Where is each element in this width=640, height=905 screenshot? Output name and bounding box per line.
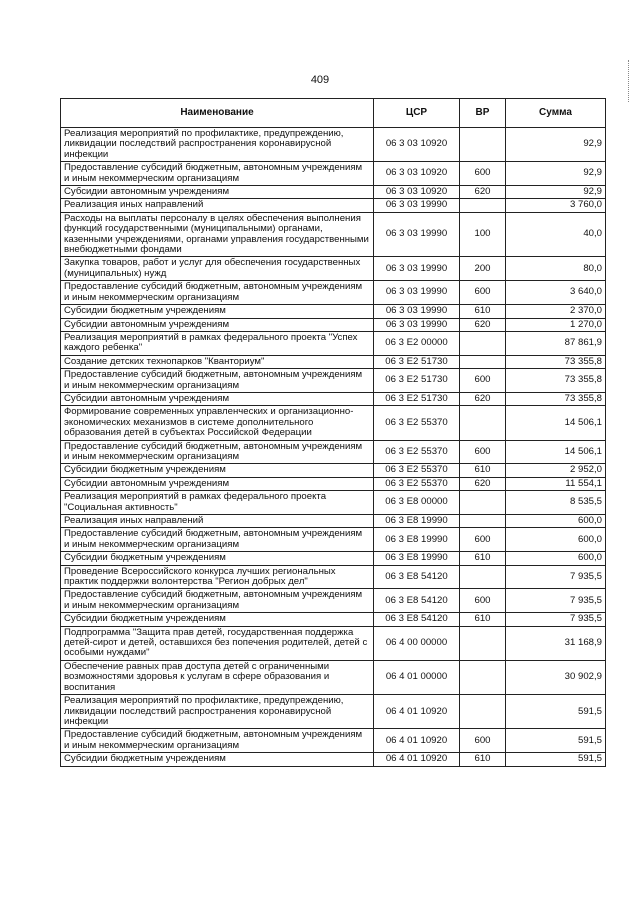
- row-sum: 92,9: [506, 186, 606, 199]
- row-name: Закупка товаров, работ и услуг для обеспечения государственных (муниципальных) нужд: [61, 257, 374, 281]
- row-csr: 06 3 03 19990: [374, 281, 460, 305]
- table-row: [61, 477, 606, 490]
- table-row: [61, 491, 606, 515]
- row-csr: 06 4 01 10920: [374, 753, 460, 766]
- row-csr: 06 3 E2 55370: [374, 477, 460, 490]
- table-row: [61, 355, 606, 368]
- row-sum: 591,5: [506, 753, 606, 766]
- row-vr: 610: [460, 753, 506, 766]
- row-vr: [460, 355, 506, 368]
- row-vr: 600: [460, 162, 506, 186]
- table-row: [61, 318, 606, 331]
- row-csr: 06 4 01 10920: [374, 729, 460, 753]
- table-row: [61, 186, 606, 199]
- row-sum: 2 952,0: [506, 464, 606, 477]
- row-csr: 06 3 E8 19990: [374, 515, 460, 528]
- row-sum: 73 355,8: [506, 392, 606, 405]
- row-sum: 14 506,1: [506, 440, 606, 464]
- row-sum: 3 760,0: [506, 199, 606, 212]
- row-name: Создание детских технопарков "Кванториум": [61, 355, 374, 368]
- table-row: [61, 626, 606, 660]
- row-csr: 06 3 03 19990: [374, 199, 460, 212]
- row-name: Проведение Всероссийского конкурса лучших региональных практик поддержки волонтерства "Регион добрых дел": [61, 565, 374, 589]
- margin-mark: [628, 60, 630, 102]
- row-vr: 620: [460, 318, 506, 331]
- row-csr: 06 3 03 10920: [374, 162, 460, 186]
- table-row: [61, 729, 606, 753]
- row-vr: 600: [460, 440, 506, 464]
- row-vr: 610: [460, 464, 506, 477]
- row-vr: 100: [460, 212, 506, 257]
- row-vr: [460, 199, 506, 212]
- row-csr: 06 3 E2 00000: [374, 331, 460, 355]
- row-sum: 11 554,1: [506, 477, 606, 490]
- table-row: [61, 695, 606, 729]
- row-vr: [460, 565, 506, 589]
- row-name: Обеспечение равных прав доступа детей с ограниченными возможностями здоровья к услугам в сфере образования и воспитания: [61, 660, 374, 694]
- row-vr: 600: [460, 729, 506, 753]
- row-sum: 80,0: [506, 257, 606, 281]
- table-row: [61, 528, 606, 552]
- header-csr: ЦСР: [374, 99, 460, 128]
- header-vr: ВР: [460, 99, 506, 128]
- row-vr: 620: [460, 186, 506, 199]
- row-name: Субсидии бюджетным учреждениям: [61, 464, 374, 477]
- row-name: Предоставление субсидий бюджетным, автономным учреждениям и иным некоммерческим организациям: [61, 729, 374, 753]
- row-sum: 92,9: [506, 162, 606, 186]
- row-sum: 7 935,5: [506, 613, 606, 626]
- row-name: Реализация мероприятий по профилактике, предупреждению, ликвидации последствий распространения коронавирусной инфекции: [61, 128, 374, 162]
- row-vr: 610: [460, 552, 506, 565]
- row-sum: 1 270,0: [506, 318, 606, 331]
- table-row: [61, 128, 606, 162]
- row-name: Субсидии автономным учреждениям: [61, 477, 374, 490]
- row-csr: 06 3 E2 51730: [374, 392, 460, 405]
- table-row: [61, 406, 606, 440]
- row-vr: 600: [460, 528, 506, 552]
- budget-table: [60, 98, 606, 767]
- row-name: Предоставление субсидий бюджетным, автономным учреждениям и иным некоммерческим организациям: [61, 589, 374, 613]
- row-csr: 06 3 03 19990: [374, 318, 460, 331]
- row-sum: 7 935,5: [506, 589, 606, 613]
- row-sum: 40,0: [506, 212, 606, 257]
- row-vr: [460, 491, 506, 515]
- header-sum: Сумма: [506, 99, 606, 128]
- row-sum: 2 370,0: [506, 305, 606, 318]
- table-row: [61, 162, 606, 186]
- row-sum: 92,9: [506, 128, 606, 162]
- row-csr: 06 4 01 00000: [374, 660, 460, 694]
- table-row: [61, 464, 606, 477]
- row-vr: [460, 331, 506, 355]
- row-csr: 06 3 E8 00000: [374, 491, 460, 515]
- table-row: [61, 552, 606, 565]
- row-vr: [460, 626, 506, 660]
- row-sum: 591,5: [506, 695, 606, 729]
- row-csr: 06 3 03 19990: [374, 305, 460, 318]
- row-sum: 3 640,0: [506, 281, 606, 305]
- row-sum: 591,5: [506, 729, 606, 753]
- table-row: [61, 257, 606, 281]
- table-row: [61, 565, 606, 589]
- row-csr: 06 3 03 19990: [374, 212, 460, 257]
- row-name: Реализация мероприятий в рамках федерального проекта "Социальная активность": [61, 491, 374, 515]
- row-csr: 06 3 E2 51730: [374, 355, 460, 368]
- row-vr: [460, 695, 506, 729]
- row-csr: 06 3 E2 51730: [374, 369, 460, 393]
- row-sum: 600,0: [506, 552, 606, 565]
- table-row: [61, 199, 606, 212]
- row-name: Субсидии бюджетным учреждениям: [61, 305, 374, 318]
- row-name: Предоставление субсидий бюджетным, автономным учреждениям и иным некоммерческим организациям: [61, 528, 374, 552]
- table-row: [61, 331, 606, 355]
- table-row: [61, 753, 606, 766]
- row-vr: 610: [460, 613, 506, 626]
- table-body: [61, 128, 606, 767]
- row-sum: 73 355,8: [506, 369, 606, 393]
- row-name: Реализация мероприятий по профилактике, предупреждению, ликвидации последствий распространения коронавирусной инфекции: [61, 695, 374, 729]
- table-row: [61, 660, 606, 694]
- row-vr: 600: [460, 281, 506, 305]
- row-vr: [460, 515, 506, 528]
- table-row: [61, 212, 606, 257]
- row-csr: 06 4 00 00000: [374, 626, 460, 660]
- row-sum: 600,0: [506, 515, 606, 528]
- table-row: [61, 440, 606, 464]
- row-vr: 620: [460, 392, 506, 405]
- row-name: Субсидии автономным учреждениям: [61, 186, 374, 199]
- row-csr: 06 3 E2 55370: [374, 406, 460, 440]
- table-row: [61, 589, 606, 613]
- page-number: 409: [310, 74, 330, 86]
- row-vr: 610: [460, 305, 506, 318]
- row-name: Субсидии автономным учреждениям: [61, 392, 374, 405]
- row-sum: 30 902,9: [506, 660, 606, 694]
- row-name: Предоставление субсидий бюджетным, автономным учреждениям и иным некоммерческим организациям: [61, 440, 374, 464]
- row-csr: 06 3 03 10920: [374, 128, 460, 162]
- row-name: Предоставление субсидий бюджетным, автономным учреждениям и иным некоммерческим организациям: [61, 369, 374, 393]
- row-vr: 600: [460, 589, 506, 613]
- row-csr: 06 3 E2 55370: [374, 440, 460, 464]
- row-vr: 620: [460, 477, 506, 490]
- row-name: Субсидии бюджетным учреждениям: [61, 552, 374, 565]
- row-vr: [460, 406, 506, 440]
- row-csr: 06 3 E8 19990: [374, 552, 460, 565]
- header-name: Наименование: [61, 99, 374, 128]
- table-row: [61, 369, 606, 393]
- row-name: Субсидии бюджетным учреждениям: [61, 613, 374, 626]
- row-sum: 8 535,5: [506, 491, 606, 515]
- row-sum: 73 355,8: [506, 355, 606, 368]
- row-name: Субсидии бюджетным учреждениям: [61, 753, 374, 766]
- table-row: [61, 281, 606, 305]
- row-vr: 200: [460, 257, 506, 281]
- row-csr: 06 3 E8 54120: [374, 613, 460, 626]
- row-vr: [460, 128, 506, 162]
- table-row: [61, 515, 606, 528]
- row-csr: 06 3 E8 54120: [374, 565, 460, 589]
- row-sum: 7 935,5: [506, 565, 606, 589]
- row-name: Реализация мероприятий в рамках федерального проекта "Успех каждого ребенка": [61, 331, 374, 355]
- row-sum: 600,0: [506, 528, 606, 552]
- row-csr: 06 3 03 19990: [374, 257, 460, 281]
- row-vr: 600: [460, 369, 506, 393]
- row-sum: 31 168,9: [506, 626, 606, 660]
- header-row: [61, 99, 606, 128]
- row-csr: 06 3 E8 19990: [374, 528, 460, 552]
- row-name: Формирование современных управленческих и организационно-экономических механизмов в системе дополнительного образования детей в субъектах Российской Федерации: [61, 406, 374, 440]
- row-name: Расходы на выплаты персоналу в целях обеспечения выполнения функций государственными (муниципальными) органами, казенными учреждениями, органами управления государственными внебюджетными фондами: [61, 212, 374, 257]
- row-name: Предоставление субсидий бюджетным, автономным учреждениям и иным некоммерческим организациям: [61, 162, 374, 186]
- row-sum: 87 861,9: [506, 331, 606, 355]
- row-name: Реализация иных направлений: [61, 515, 374, 528]
- row-sum: 14 506,1: [506, 406, 606, 440]
- row-vr: [460, 660, 506, 694]
- row-name: Подпрограмма "Защита прав детей, государственная поддержка детей-сирот и детей, оставшихся без попечения родителей, детей с особыми нуждами": [61, 626, 374, 660]
- table-row: [61, 392, 606, 405]
- row-csr: 06 4 01 10920: [374, 695, 460, 729]
- row-name: Предоставление субсидий бюджетным, автономным учреждениям и иным некоммерческим организациям: [61, 281, 374, 305]
- row-name: Реализация иных направлений: [61, 199, 374, 212]
- row-csr: 06 3 E2 55370: [374, 464, 460, 477]
- row-name: Субсидии автономным учреждениям: [61, 318, 374, 331]
- row-csr: 06 3 03 10920: [374, 186, 460, 199]
- table-row: [61, 613, 606, 626]
- row-csr: 06 3 E8 54120: [374, 589, 460, 613]
- table-row: [61, 305, 606, 318]
